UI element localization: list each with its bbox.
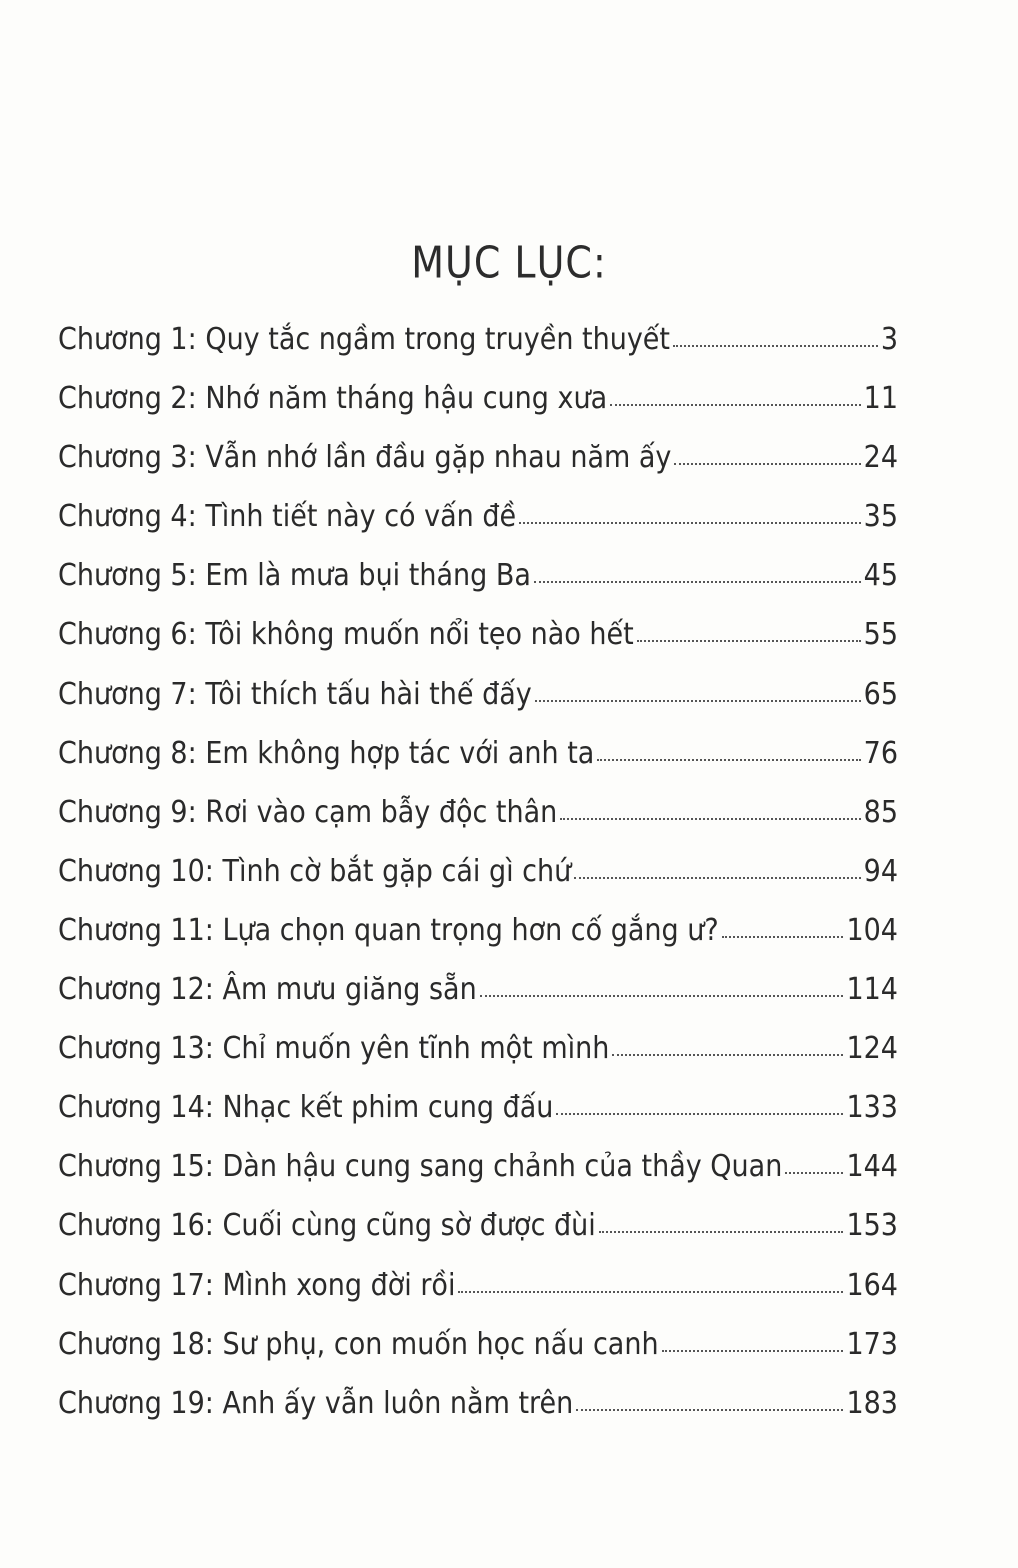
toc-entry-heading xyxy=(58,854,571,889)
toc-page-number: 173 xyxy=(846,1326,898,1362)
toc-entry-heading xyxy=(58,736,594,771)
toc-chapter-title: Sư phụ, con muốn học nấu canh xyxy=(222,1326,659,1362)
table-of-contents xyxy=(58,322,898,1449)
toc-entry-heading xyxy=(58,322,670,357)
toc-entry-heading xyxy=(58,795,557,830)
toc-chapter-label: Chương 11: xyxy=(58,913,214,948)
toc-entry[interactable] xyxy=(58,795,898,858)
toc-page-number: 133 xyxy=(846,1090,898,1126)
toc-chapter-title: Cuối cùng cũng sờ được đùi xyxy=(222,1208,596,1244)
toc-page-number: 45 xyxy=(863,558,898,594)
toc-chapter-label: Chương 6: xyxy=(58,617,197,653)
toc-page-number: 124 xyxy=(846,1031,898,1067)
toc-entry[interactable] xyxy=(58,499,898,562)
toc-dot-leader xyxy=(785,1172,843,1174)
toc-entry[interactable] xyxy=(58,913,898,976)
toc-entry[interactable] xyxy=(58,854,898,917)
toc-page-number: 114 xyxy=(846,972,898,1008)
toc-entry[interactable] xyxy=(58,1090,898,1153)
toc-entry-heading xyxy=(58,1031,609,1066)
toc-dot-leader xyxy=(535,700,861,702)
toc-chapter-label: Chương 7: xyxy=(58,676,197,712)
toc-page-number: 3 xyxy=(880,322,898,357)
toc-page-number: 104 xyxy=(846,913,898,948)
toc-entry-heading xyxy=(58,440,671,475)
toc-chapter-label: Chương 13: xyxy=(58,1031,214,1067)
toc-chapter-label: Chương 15: xyxy=(58,1149,214,1185)
toc-entry[interactable] xyxy=(58,1385,898,1449)
toc-chapter-title: Tôi không muốn nổi tẹo nào hết xyxy=(205,617,634,653)
toc-dot-leader xyxy=(576,1409,843,1411)
toc-entry-heading xyxy=(58,1209,596,1244)
toc-dot-leader xyxy=(597,759,860,761)
toc-dot-leader xyxy=(673,345,878,347)
toc-entry[interactable] xyxy=(58,1149,898,1212)
toc-chapter-title: Dàn hậu cung sang chảnh của thầy Quan xyxy=(222,1149,783,1185)
toc-page-number: 94 xyxy=(863,854,898,889)
toc-chapter-title: Mình xong đời rồi xyxy=(222,1267,456,1303)
toc-chapter-title: Vẫn nhớ lần đầu gặp nhau năm ấy xyxy=(205,440,672,476)
toc-page-number: 144 xyxy=(846,1149,898,1185)
toc-page-number: 153 xyxy=(846,1208,898,1244)
toc-dot-leader xyxy=(722,936,844,938)
toc-entry[interactable] xyxy=(58,1326,898,1390)
toc-chapter-label: Chương 8: xyxy=(58,735,197,771)
toc-entry[interactable] xyxy=(58,381,898,444)
toc-dot-leader xyxy=(662,1350,844,1352)
toc-dot-leader xyxy=(534,581,861,583)
toc-dot-leader xyxy=(612,1054,843,1056)
toc-entry[interactable] xyxy=(58,322,898,385)
toc-entry[interactable] xyxy=(58,1267,898,1331)
toc-entry-heading xyxy=(58,381,607,416)
toc-chapter-label: Chương 19: xyxy=(58,1385,214,1421)
toc-chapter-title: Nhớ năm tháng hậu cung xưa xyxy=(205,381,608,417)
toc-chapter-label: Chương 9: xyxy=(58,795,197,830)
toc-chapter-title: Âm mưu giăng sẵn xyxy=(222,972,477,1008)
toc-chapter-title: Tôi thích tấu hài thế đấy xyxy=(205,676,532,712)
toc-chapter-title: Em không hợp tác với anh ta xyxy=(205,735,595,771)
toc-entry[interactable] xyxy=(58,972,898,1035)
toc-chapter-title: Chỉ muốn yên tĩnh một mình xyxy=(222,1031,610,1067)
toc-chapter-label: Chương 12: xyxy=(58,972,214,1008)
toc-chapter-label: Chương 14: xyxy=(58,1090,214,1126)
toc-entry-heading xyxy=(58,1090,553,1125)
toc-page-number: 76 xyxy=(863,735,898,771)
toc-chapter-title: Quy tắc ngầm trong truyền thuyết xyxy=(205,322,670,357)
toc-chapter-title: Nhạc kết phim cung đấu xyxy=(222,1090,554,1126)
toc-entry-heading xyxy=(58,1268,455,1303)
toc-entry-heading xyxy=(58,559,531,594)
toc-entry-heading xyxy=(58,1327,659,1362)
toc-page-number: 24 xyxy=(863,440,898,476)
toc-entry[interactable] xyxy=(58,617,898,680)
toc-page-number: 65 xyxy=(863,676,898,712)
toc-chapter-label: Chương 18: xyxy=(58,1326,214,1362)
toc-dot-leader xyxy=(610,404,861,406)
toc-entry-heading xyxy=(58,913,719,948)
toc-entry-heading xyxy=(58,1386,573,1421)
toc-chapter-label: Chương 1: xyxy=(58,322,197,357)
toc-page-number: 35 xyxy=(863,499,898,535)
toc-chapter-label: Chương 4: xyxy=(58,499,197,535)
toc-chapter-label: Chương 10: xyxy=(58,854,214,889)
toc-chapter-title: Em là mưa bụi tháng Ba xyxy=(205,558,531,594)
toc-chapter-label: Chương 2: xyxy=(58,381,197,417)
toc-chapter-title: Tình tiết này có vấn đề xyxy=(205,499,517,535)
toc-entry[interactable] xyxy=(58,1208,898,1271)
toc-chapter-label: Chương 3: xyxy=(58,440,197,476)
toc-dot-leader xyxy=(458,1291,843,1293)
toc-entry[interactable] xyxy=(58,440,898,503)
toc-page-number: 183 xyxy=(846,1385,898,1421)
toc-chapter-title: Tình cờ bắt gặp cái gì chứ xyxy=(222,854,572,889)
toc-dot-leader xyxy=(574,877,860,879)
toc-dot-leader xyxy=(519,522,861,524)
toc-chapter-label: Chương 16: xyxy=(58,1208,214,1244)
toc-chapter-title: Anh ấy vẫn luôn nằm trên xyxy=(222,1385,574,1421)
toc-dot-leader xyxy=(480,995,844,997)
toc-page-number: 11 xyxy=(863,381,898,417)
toc-chapter-label: Chương 17: xyxy=(58,1267,214,1303)
toc-chapter-title: Lựa chọn quan trọng hơn cố gắng ư? xyxy=(222,913,719,948)
page-title: MỤC LỤC: xyxy=(411,237,607,289)
toc-entry[interactable] xyxy=(58,558,898,621)
toc-entry-heading xyxy=(58,1150,782,1185)
toc-dot-leader xyxy=(637,640,861,642)
toc-page-number: 164 xyxy=(846,1267,898,1303)
toc-entry-heading xyxy=(58,972,477,1007)
toc-entry-heading xyxy=(58,500,516,535)
toc-entry-heading xyxy=(58,618,634,653)
toc-entry-heading xyxy=(58,677,532,712)
toc-entry[interactable] xyxy=(58,676,898,740)
toc-chapter-label: Chương 5: xyxy=(58,558,197,594)
toc-chapter-title: Rơi vào cạm bẫy độc thân xyxy=(205,795,558,830)
toc-page-number: 85 xyxy=(863,795,898,830)
toc-entry[interactable] xyxy=(58,1031,898,1094)
toc-entry[interactable] xyxy=(58,735,898,799)
toc-dot-leader xyxy=(560,818,860,820)
toc-dot-leader xyxy=(599,1231,844,1233)
toc-dot-leader xyxy=(674,463,860,465)
toc-dot-leader xyxy=(556,1113,843,1115)
toc-page-number: 55 xyxy=(863,617,898,653)
